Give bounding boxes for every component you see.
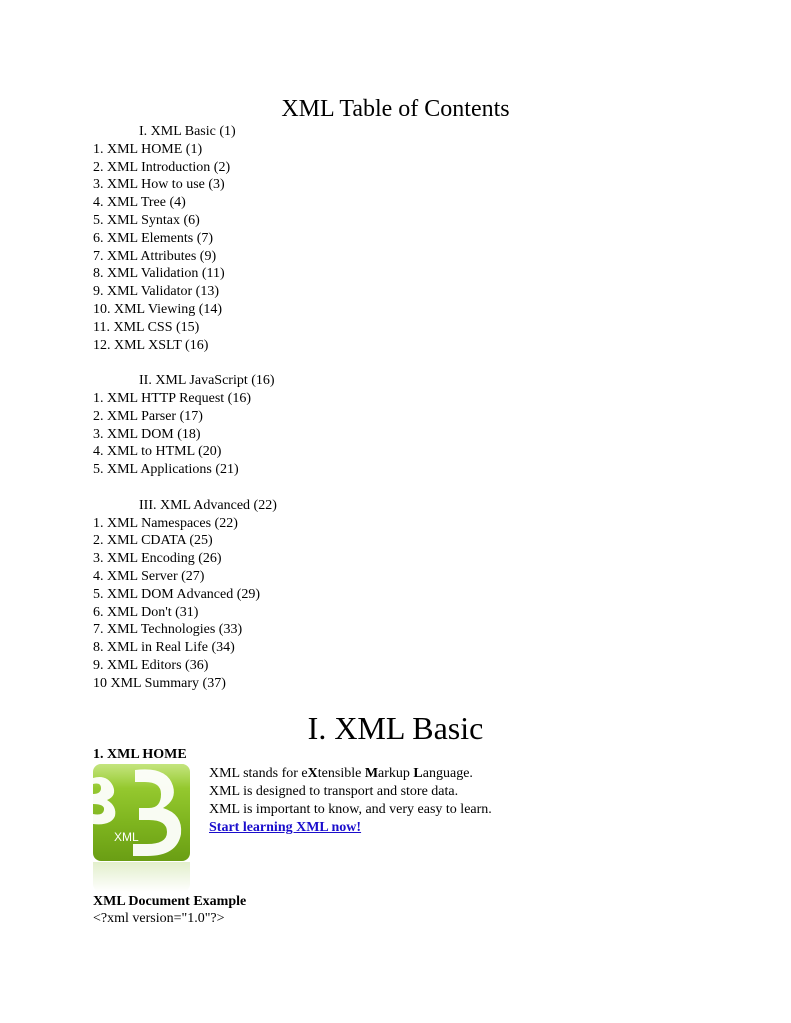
- toc-item[interactable]: 2. XML CDATA (25): [93, 533, 213, 549]
- toc-item[interactable]: 7. XML Attributes (9): [93, 248, 217, 264]
- section-spacer: [93, 354, 693, 372]
- intro-line: XML is important to know, and very easy to learn.: [209, 802, 492, 817]
- toc-item[interactable]: 6. XML Don't (31): [93, 604, 199, 620]
- toc-item[interactable]: 8. XML Validation (11): [93, 266, 225, 282]
- intro-line: XML is designed to transport and store data.: [209, 784, 459, 799]
- toc-item[interactable]: 1. XML HTTP Request (16): [93, 390, 251, 406]
- logo-text: XML: [114, 830, 139, 844]
- table-of-contents: [93, 123, 693, 693]
- toc-item[interactable]: 5. XML Applications (21): [93, 462, 239, 478]
- logo-reflection: [93, 862, 190, 892]
- toc-item[interactable]: 3. XML How to use (3): [93, 177, 225, 193]
- code-line: <?xml version="1.0"?>: [93, 911, 225, 926]
- toc-item[interactable]: 9. XML Editors (36): [93, 657, 209, 673]
- toc-section-heading[interactable]: I. XML Basic (1): [139, 124, 236, 139]
- chapter-title: I. XML Basic: [307, 710, 484, 746]
- toc-item[interactable]: 3. XML DOM (18): [93, 426, 201, 442]
- toc-item[interactable]: 12. XML XSLT (16): [93, 337, 209, 353]
- toc-item[interactable]: 11. XML CSS (15): [93, 319, 200, 335]
- toc-item[interactable]: 5. XML Syntax (6): [93, 212, 200, 228]
- toc-item[interactable]: 5. XML DOM Advanced (29): [93, 586, 261, 602]
- toc-title: XML Table of Contents: [281, 96, 510, 122]
- intro-line: XML stands for eXtensible Markup Language.: [209, 766, 473, 781]
- toc-item[interactable]: 4. XML Server (27): [93, 568, 205, 584]
- toc-item[interactable]: 8. XML in Real Life (34): [93, 640, 235, 656]
- toc-item[interactable]: 9. XML Validator (13): [93, 284, 219, 300]
- toc-item[interactable]: 7. XML Technologies (33): [93, 622, 243, 638]
- toc-item[interactable]: 10. XML Viewing (14): [93, 301, 223, 317]
- section-heading: 1. XML HOME: [93, 747, 187, 762]
- example-heading: XML Document Example: [93, 894, 247, 909]
- toc-item[interactable]: 1. XML Namespaces (22): [93, 515, 238, 531]
- intro-block: [209, 765, 492, 837]
- w3schools-xml-logo-icon: [93, 764, 190, 861]
- toc-item[interactable]: 2. XML Introduction (2): [93, 159, 231, 175]
- toc-item[interactable]: 6. XML Elements (7): [93, 230, 214, 246]
- toc-item[interactable]: 4. XML to HTML (20): [93, 444, 222, 460]
- toc-item[interactable]: 10 XML Summary (37): [93, 675, 226, 691]
- toc-item[interactable]: 2. XML Parser (17): [93, 408, 203, 424]
- toc-item[interactable]: 3. XML Encoding (26): [93, 551, 222, 567]
- toc-section-heading[interactable]: III. XML Advanced (22): [139, 497, 277, 513]
- toc-item[interactable]: 1. XML HOME (1): [93, 141, 203, 157]
- toc-section-heading[interactable]: II. XML JavaScript (16): [139, 373, 275, 389]
- start-learning-link[interactable]: Start learning XML now!: [209, 820, 362, 835]
- toc-item[interactable]: 4. XML Tree (4): [93, 195, 186, 211]
- section-spacer: [93, 479, 693, 497]
